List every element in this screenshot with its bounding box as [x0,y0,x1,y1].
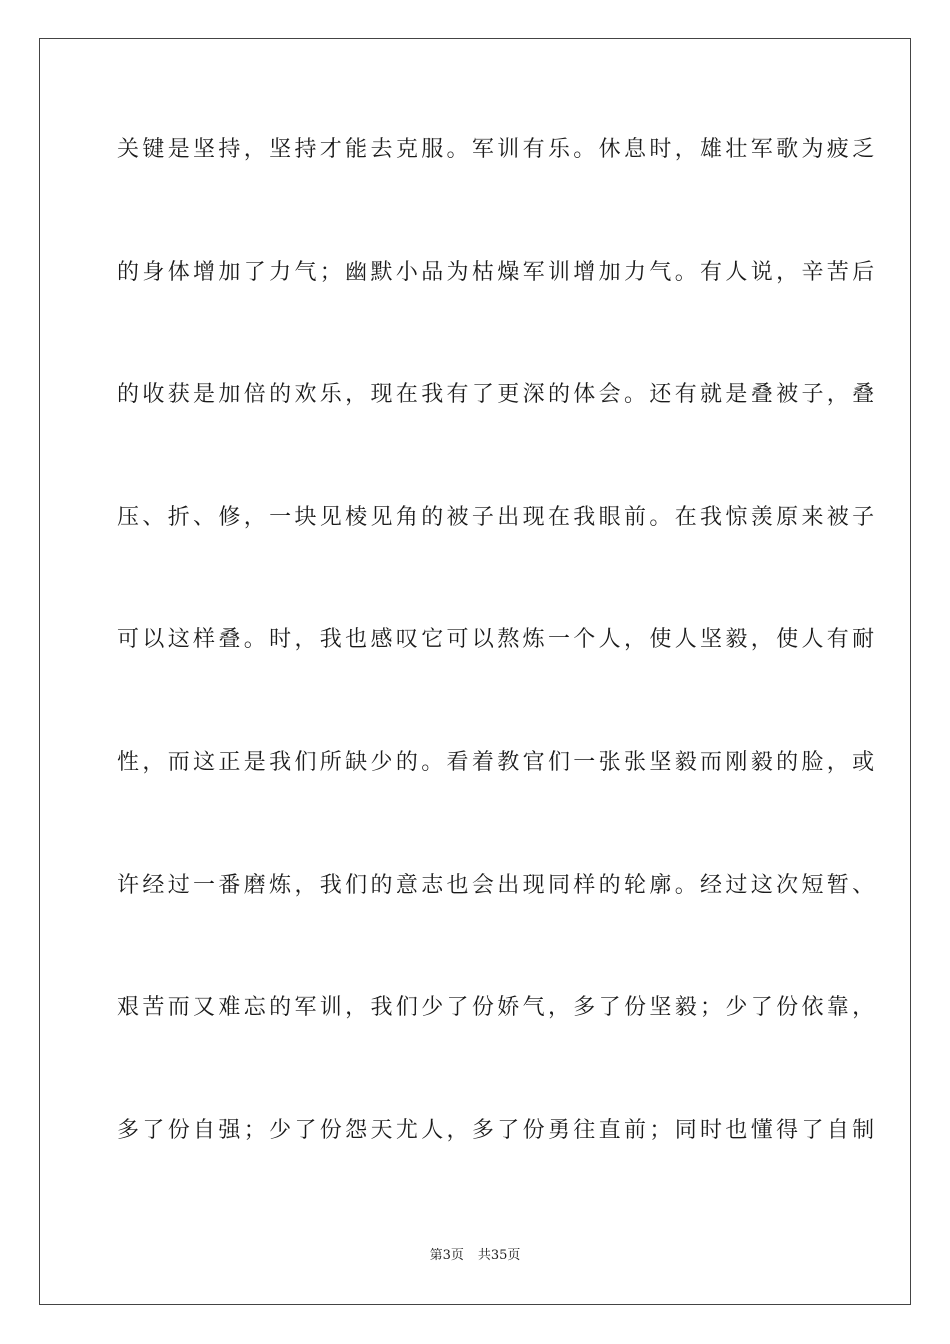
document-page [39,38,911,1305]
text-line: 许经过一番磨炼，我们的意志也会出现同样的轮廓。经过这次短暂、 [117,872,878,898]
text-line: 多了份自强；少了份怨天尤人，多了份勇往直前；同时也懂得了自制 [117,1117,878,1143]
text-line: 压、折、修，一块见棱见角的被子出现在我眼前。在我惊羡原来被子 [117,504,878,530]
text-line: 可以这样叠。时，我也感叹它可以熬炼一个人，使人坚毅，使人有耐 [117,627,878,653]
text-line: 的身体增加了力气；幽默小品为枯燥军训增加力气。有人说，辛苦后 [117,259,878,285]
body-text [117,129,878,1232]
text-line: 的收获是加倍的欢乐，现在我有了更深的体会。还有就是叠被子，叠 [117,382,878,408]
text-line: 性，而这正是我们所缺少的。看着教官们一张张坚毅而刚毅的脸，或 [117,749,878,775]
text-line: 关键是坚持，坚持才能去克服。军训有乐。休息时，雄壮军歌为疲乏 [117,137,878,162]
page-number: 第3页 [429,1248,464,1263]
text-line: 艰苦而又难忘的军训，我们少了份娇气，多了份坚毅；少了份依靠， [117,995,878,1021]
page-footer [40,1247,910,1265]
total-pages: 共35页 [477,1248,521,1263]
